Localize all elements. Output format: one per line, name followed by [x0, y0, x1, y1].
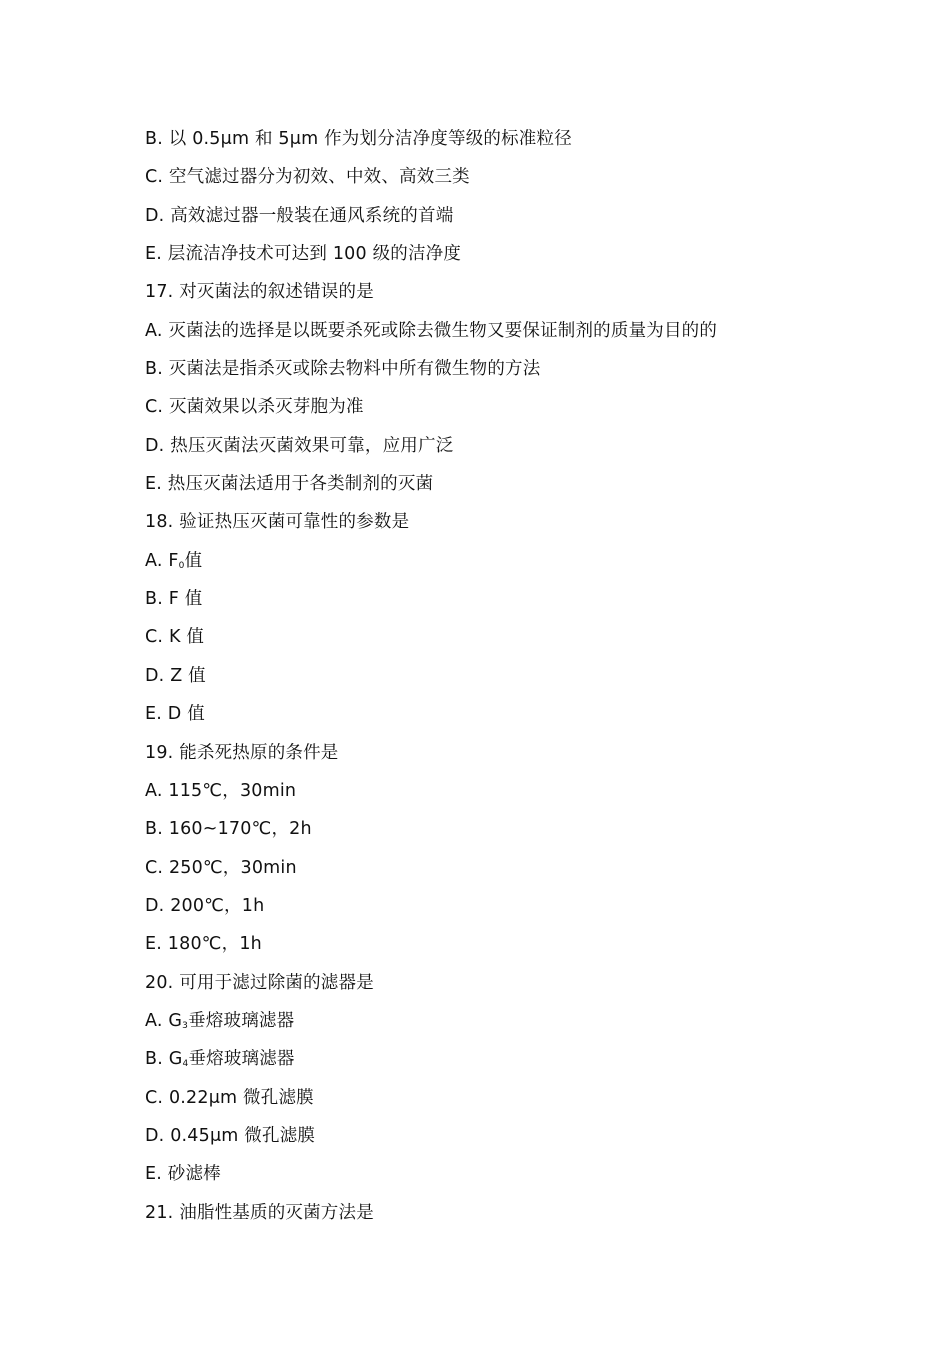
- line-text-suffix: 垂熔玻璃滤器: [188, 1049, 295, 1070]
- answer-option: [145, 853, 905, 891]
- line-text: C. 灭菌效果以杀灭芽胞为准: [145, 397, 364, 418]
- line-text: C. K 值: [145, 627, 205, 648]
- line-text: B. 灭菌法是指杀灭或除去物料中所有微生物的方法: [145, 359, 541, 380]
- line-text: 18. 验证热压灭菌可靠性的参数是: [145, 512, 410, 533]
- answer-option: [145, 201, 905, 239]
- line-text: E. 砂滤棒: [145, 1164, 221, 1185]
- question-stem: [145, 738, 905, 776]
- line-text: 17. 对灭菌法的叙述错误的是: [145, 282, 374, 303]
- line-text: D. 0.45μm 微孔滤膜: [145, 1125, 316, 1146]
- answer-option: [145, 354, 905, 392]
- line-text: D. 200℃，1h: [145, 895, 265, 916]
- line-text: E. 层流洁净技术可达到 100 级的洁净度: [145, 244, 462, 265]
- line-text: B. G: [145, 1049, 183, 1070]
- line-text: E. D 值: [145, 704, 205, 725]
- line-text: A. 115℃，30min: [145, 780, 297, 801]
- line-text: D. Z 值: [145, 665, 206, 686]
- question-stem: [145, 277, 905, 315]
- line-text: C. 0.22μm 微孔滤膜: [145, 1087, 314, 1108]
- answer-option: [145, 162, 905, 200]
- line-text: E. 热压灭菌法适用于各类制剂的灭菌: [145, 474, 434, 495]
- line-text: A. 灭菌法的选择是以既要杀死或除去微生物又要保证制剂的质量为目的的: [145, 320, 718, 341]
- answer-option: [145, 1083, 905, 1121]
- answer-option: [145, 124, 905, 162]
- answer-option: [145, 622, 905, 660]
- line-text: D. 高效滤过器一般装在通风系统的首端: [145, 205, 454, 226]
- line-text: C. 空气滤过器分为初效、中效、高效三类: [145, 167, 470, 188]
- answer-option: [145, 584, 905, 622]
- answer-option: [145, 546, 905, 584]
- line-text: 20. 可用于滤过除菌的滤器是: [145, 972, 374, 993]
- line-text: B. F 值: [145, 589, 203, 610]
- answer-option: [145, 699, 905, 737]
- answer-option: [145, 661, 905, 699]
- subscript-text: 4: [182, 1059, 189, 1070]
- subscript-text: 0: [178, 560, 185, 571]
- line-text-suffix: 值: [184, 550, 203, 571]
- line-text: B. 以 0.5μm 和 5μm 作为划分洁净度等级的标准粒径: [145, 129, 572, 149]
- question-stem: [145, 968, 905, 1006]
- answer-option: [145, 776, 905, 814]
- answer-option: [145, 814, 905, 852]
- question-list: [145, 124, 905, 1236]
- line-text: E. 180℃，1h: [145, 934, 262, 955]
- answer-option: [145, 392, 905, 430]
- answer-option: [145, 316, 905, 354]
- line-text: C. 250℃，30min: [145, 857, 297, 878]
- subscript-text: 3: [182, 1020, 189, 1031]
- answer-option: [145, 1044, 905, 1082]
- line-text: D. 热压灭菌法灭菌效果可靠，应用广泛: [145, 435, 454, 456]
- line-text: B. 160~170℃，2h: [145, 819, 312, 840]
- line-text: A. G: [145, 1010, 183, 1031]
- answer-option: [145, 469, 905, 507]
- line-text-suffix: 垂熔玻璃滤器: [188, 1010, 295, 1031]
- answer-option: [145, 1159, 905, 1197]
- line-text: A. F: [145, 550, 179, 571]
- answer-option: [145, 239, 905, 277]
- answer-option: [145, 929, 905, 967]
- answer-option: [145, 431, 905, 469]
- answer-option: [145, 1006, 905, 1044]
- question-stem: [145, 1198, 905, 1236]
- answer-option: [145, 891, 905, 929]
- line-text: 21. 油脂性基质的灭菌方法是: [145, 1202, 374, 1223]
- answer-option: [145, 1121, 905, 1159]
- question-stem: [145, 507, 905, 545]
- line-text: 19. 能杀死热原的条件是: [145, 742, 339, 763]
